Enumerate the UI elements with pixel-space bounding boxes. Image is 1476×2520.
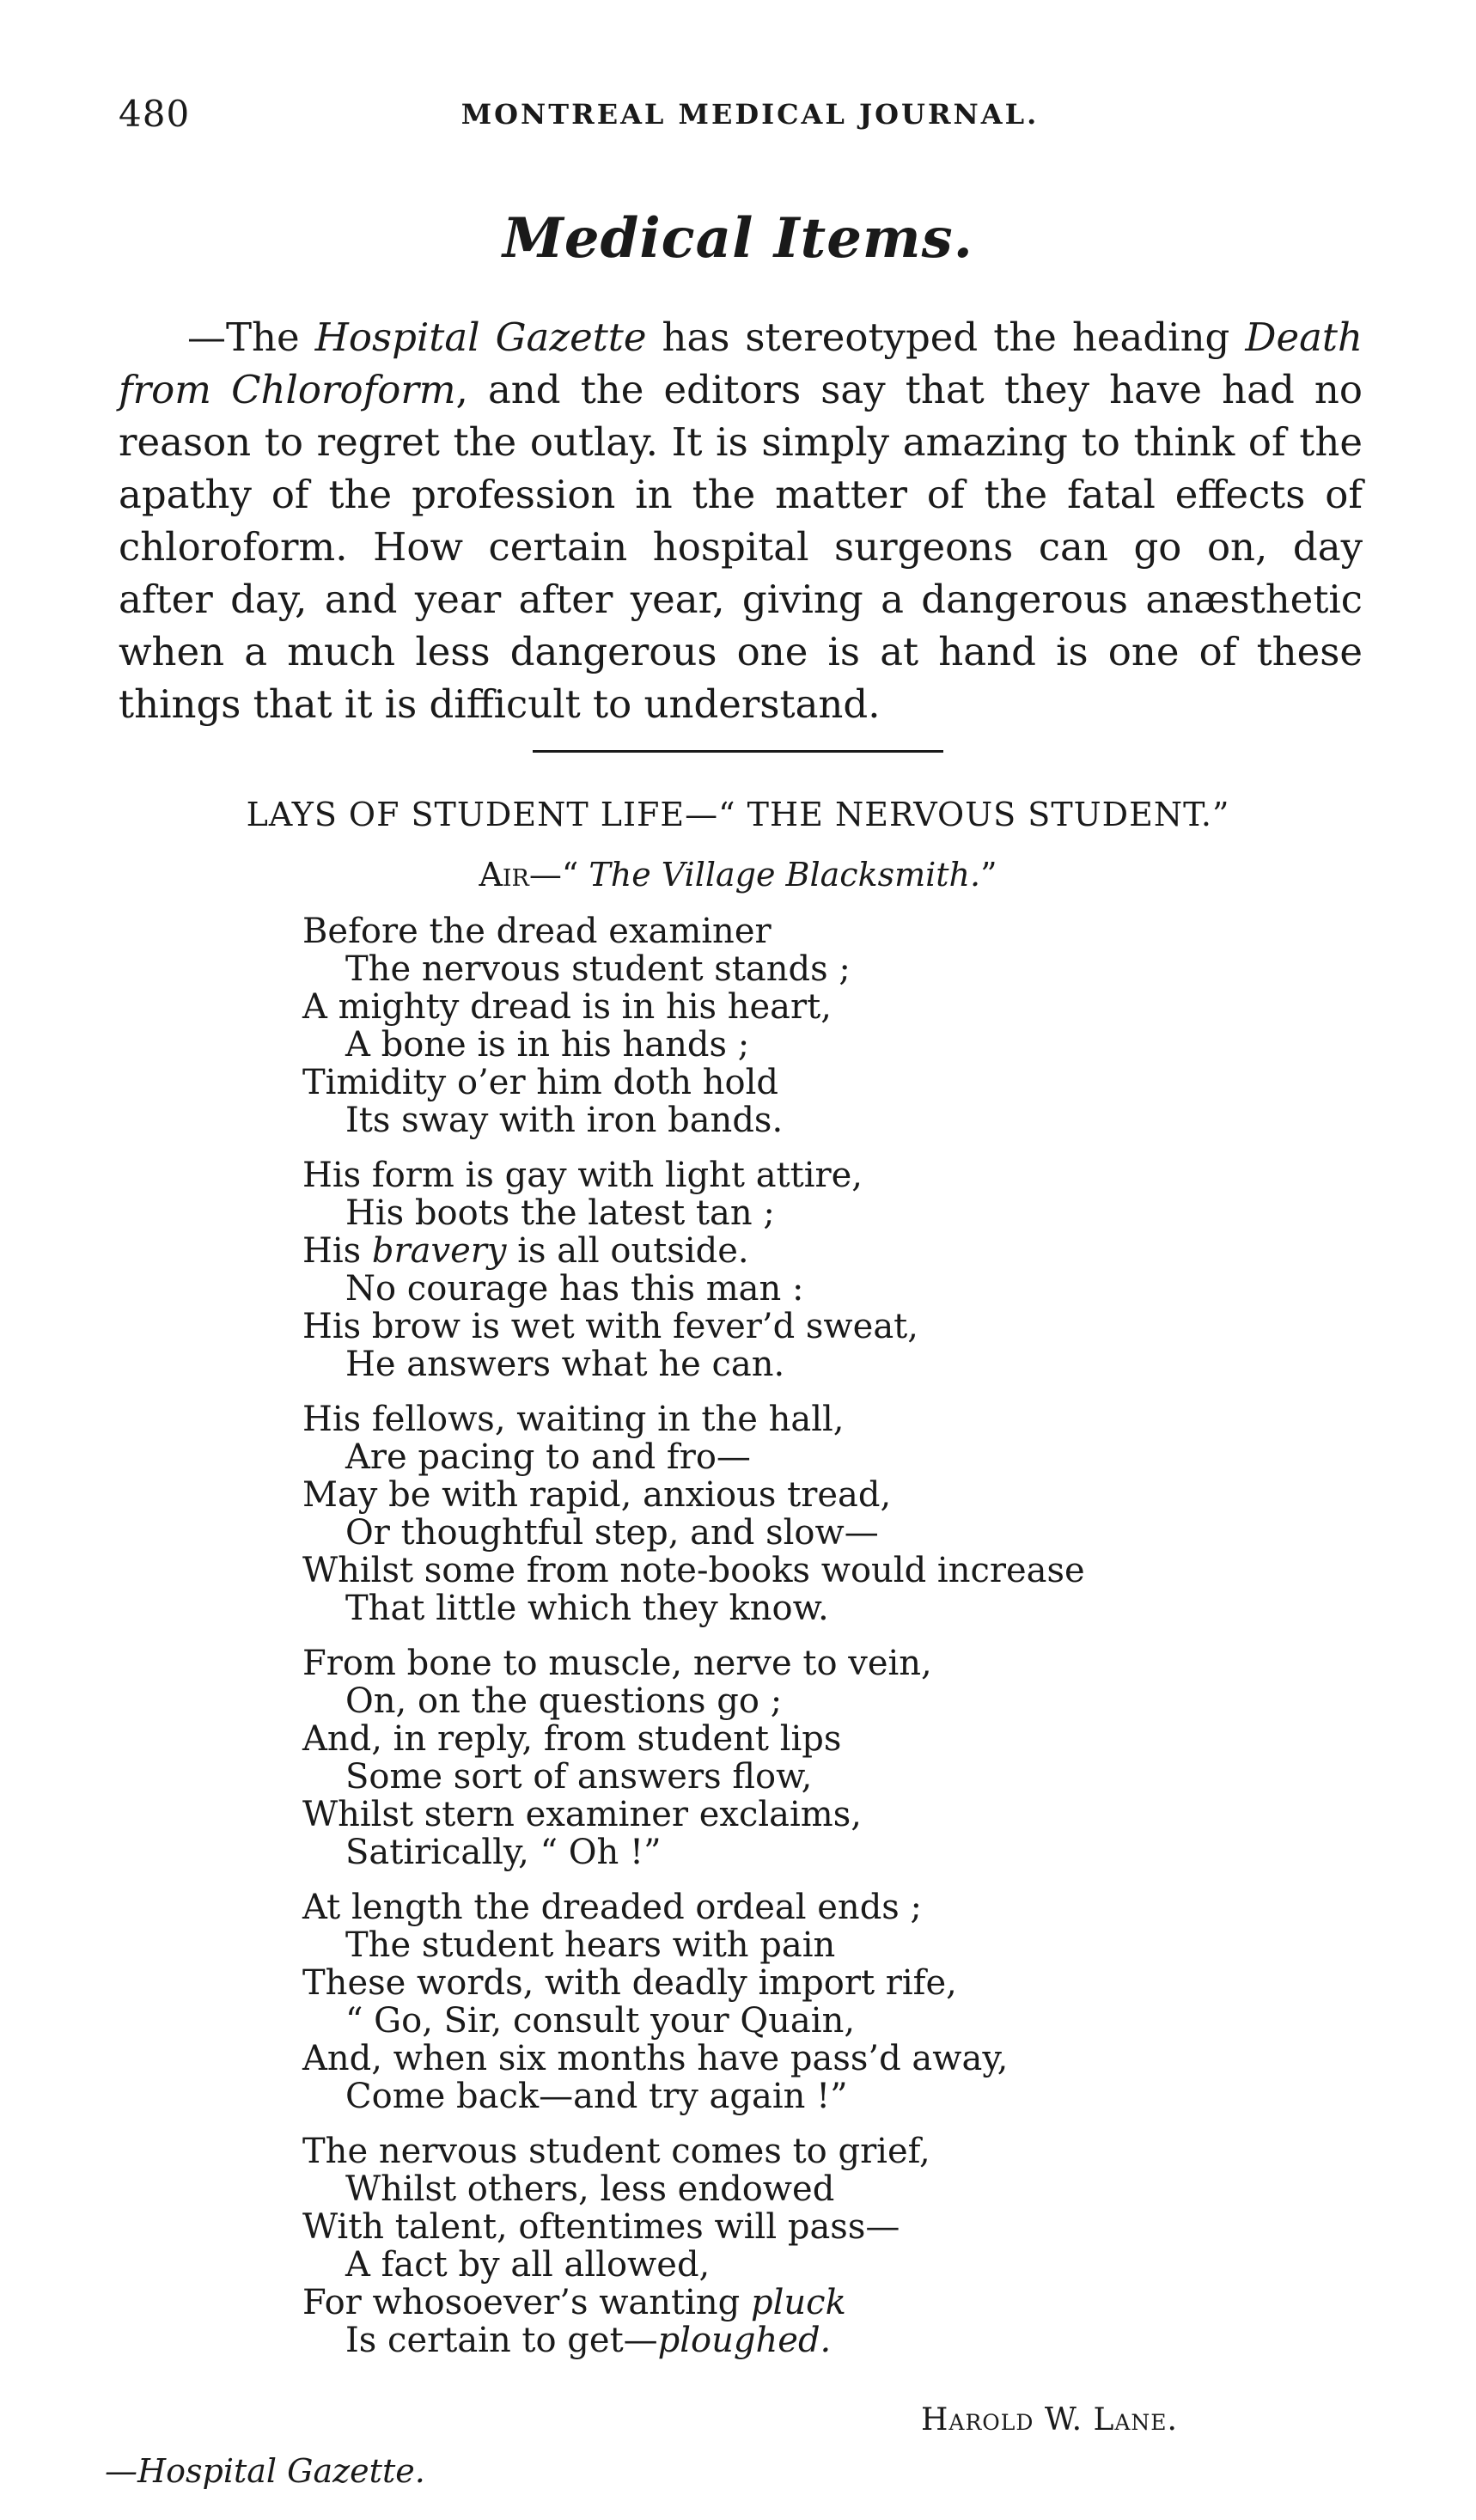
poem-line bbox=[302, 1438, 1333, 1476]
poem-stanza bbox=[302, 1156, 1333, 1383]
poem-line-segment: Or thoughtful step, and slow— bbox=[345, 1513, 879, 1553]
intro-segment: has stereotyped the heading bbox=[646, 314, 1246, 360]
poem-line-segment: From bone to muscle, nerve to vein, bbox=[302, 1644, 932, 1683]
poem-line-segment: On, on the questions go ; bbox=[345, 1681, 783, 1721]
poem-author: Harold W. Lane. bbox=[921, 2402, 1178, 2438]
poem-line-segment: Its sway with iron bands. bbox=[345, 1101, 784, 1140]
poem-line bbox=[302, 1026, 1333, 1064]
poem-line bbox=[302, 2322, 1333, 2359]
poem-line-segment: Whilst some from note-books would increase bbox=[302, 1551, 1085, 1590]
section-divider bbox=[533, 750, 943, 753]
source-credit: —Hospital Gazette. bbox=[105, 2452, 425, 2490]
poem-line-segment: bravery bbox=[371, 1231, 507, 1271]
poem-line-segment: Timidity o’er him doth hold bbox=[302, 1063, 778, 1102]
poem-line bbox=[302, 912, 1333, 950]
poem-line bbox=[302, 1720, 1333, 1758]
poem-line bbox=[302, 1400, 1333, 1438]
poem-line bbox=[302, 950, 1333, 988]
poem-line-segment: Is certain to get— bbox=[345, 2321, 658, 2360]
poem-line bbox=[302, 1926, 1333, 1964]
intro-segment: Hospital Gazette bbox=[314, 314, 647, 360]
poem-line bbox=[302, 2078, 1333, 2115]
intro-segment: —The bbox=[187, 314, 315, 360]
section-heading: Medical Items. bbox=[503, 206, 973, 271]
poem-line-segment: Before the dread examiner bbox=[302, 912, 772, 951]
poem-stanza bbox=[302, 912, 1333, 1139]
poem-line-segment: Are pacing to and fro— bbox=[345, 1437, 751, 1477]
poem-stanza bbox=[302, 1644, 1333, 1871]
poem-line bbox=[302, 1345, 1333, 1383]
intro-paragraph bbox=[119, 311, 1363, 730]
poem-line-segment: Some sort of answers flow, bbox=[345, 1757, 813, 1797]
poem-line-segment: Satirically, “ Oh !” bbox=[345, 1833, 662, 1872]
poem-line-segment: At length the dreaded ordeal ends ; bbox=[302, 1888, 923, 1927]
poem-stanza bbox=[302, 2133, 1333, 2359]
poem-line-segment: A bone is in his hands ; bbox=[345, 1025, 750, 1065]
poem-line bbox=[302, 2170, 1333, 2208]
poem-line-segment: His boots the latest tan ; bbox=[345, 1193, 775, 1233]
poem-line-segment: His fellows, waiting in the hall, bbox=[302, 1400, 845, 1439]
air-title: The Village Blacksmith. bbox=[589, 856, 981, 894]
poem-line bbox=[302, 1834, 1333, 1871]
poem-line-segment: He answers what he can. bbox=[345, 1345, 785, 1384]
poem-line-segment: is all outside. bbox=[506, 1231, 749, 1271]
poem-line bbox=[302, 1101, 1333, 1139]
poem-stanza bbox=[302, 1888, 1333, 2115]
poem-line bbox=[302, 2002, 1333, 2040]
intro-text bbox=[119, 311, 1363, 730]
poem-air bbox=[0, 856, 1476, 894]
page-number: 480 bbox=[119, 93, 191, 135]
poem-line bbox=[302, 1156, 1333, 1194]
poem-line-segment: The student hears with pain bbox=[345, 1925, 836, 1965]
poem-line-segment: “ Go, Sir, consult your Quain, bbox=[345, 2001, 856, 2041]
poem-line-segment: A fact by all allowed, bbox=[345, 2245, 711, 2285]
poem-line bbox=[302, 1270, 1333, 1308]
poem-line bbox=[302, 1514, 1333, 1552]
poem-line bbox=[302, 1064, 1333, 1101]
poem-line-segment: A mighty dread is in his heart, bbox=[302, 987, 832, 1027]
poem-line bbox=[302, 1758, 1333, 1796]
poem-line bbox=[302, 1682, 1333, 1720]
poem-line-segment: pluck bbox=[751, 2283, 846, 2322]
air-label: Air—“ bbox=[479, 856, 589, 894]
poem-line-segment: Whilst others, less endowed bbox=[345, 2169, 835, 2209]
running-head bbox=[119, 93, 1381, 144]
poem-line bbox=[302, 1194, 1333, 1232]
poem-line bbox=[302, 1796, 1333, 1834]
poem-line-segment: The nervous student comes to grief, bbox=[302, 2132, 930, 2171]
poem-line bbox=[302, 2208, 1333, 2246]
poem-line bbox=[302, 1232, 1333, 1270]
intro-segment: , and the editors say that they have had no reason to regret the outlay. It is simply amazing to think of the apathy of the profession in the matter of the fatal effects of chloroform. How certain hospital surgeons can go on, day after day, and year after year, giving a dangerous anæsthetic when a much less dangerous one is at hand is one of these things that it is difficult to understand. bbox=[119, 367, 1363, 727]
poem-body bbox=[302, 912, 1333, 2377]
poem-line bbox=[302, 2246, 1333, 2284]
poem-line-segment: His form is gay with light attire, bbox=[302, 1156, 863, 1195]
poem-line bbox=[302, 1308, 1333, 1345]
poem-line bbox=[302, 988, 1333, 1026]
poem-line bbox=[302, 1888, 1333, 1926]
poem-line-segment: No courage has this man : bbox=[345, 1269, 804, 1309]
poem-line-segment: ploughed. bbox=[657, 2321, 832, 2360]
poem-title: LAYS OF STUDENT LIFE—“ THE NERVOUS STUDENT.” bbox=[246, 796, 1230, 833]
poem-stanza bbox=[302, 1400, 1333, 1627]
poem-line bbox=[302, 1589, 1333, 1627]
poem-line-segment: These words, with deadly import rife, bbox=[302, 1963, 957, 2003]
poem-line bbox=[302, 1476, 1333, 1514]
poem-line bbox=[302, 2284, 1333, 2322]
poem-line bbox=[302, 2040, 1333, 2078]
poem-line-segment: The nervous student stands ; bbox=[345, 949, 851, 989]
poem-line-segment: For whosoever’s wanting bbox=[302, 2283, 751, 2322]
poem-line-segment: May be with rapid, anxious tread, bbox=[302, 1475, 892, 1515]
poem-line bbox=[302, 2133, 1333, 2170]
poem-line-segment: With talent, oftentimes will pass— bbox=[302, 2207, 900, 2247]
poem-line bbox=[302, 1644, 1333, 1682]
poem-line-segment: Whilst stern examiner exclaims, bbox=[302, 1795, 862, 1834]
intro-segment: Death from Chloroform bbox=[119, 314, 1363, 412]
poem-line-segment: His brow is wet with fever’d sweat, bbox=[302, 1307, 918, 1346]
poem-line-segment: That little which they know. bbox=[345, 1589, 829, 1628]
journal-title: MONTREAL MEDICAL JOURNAL. bbox=[460, 98, 1040, 131]
poem-line bbox=[302, 1552, 1333, 1589]
poem-line-segment: And, when six months have pass’d away, bbox=[302, 2039, 1009, 2078]
air-close-quote: ” bbox=[980, 856, 997, 894]
poem-line-segment: And, in reply, from student lips bbox=[302, 1719, 842, 1759]
poem-line-segment: His bbox=[302, 1231, 372, 1271]
poem-line bbox=[302, 1964, 1333, 2002]
poem-line-segment: Come back—and try again !” bbox=[345, 2077, 848, 2116]
